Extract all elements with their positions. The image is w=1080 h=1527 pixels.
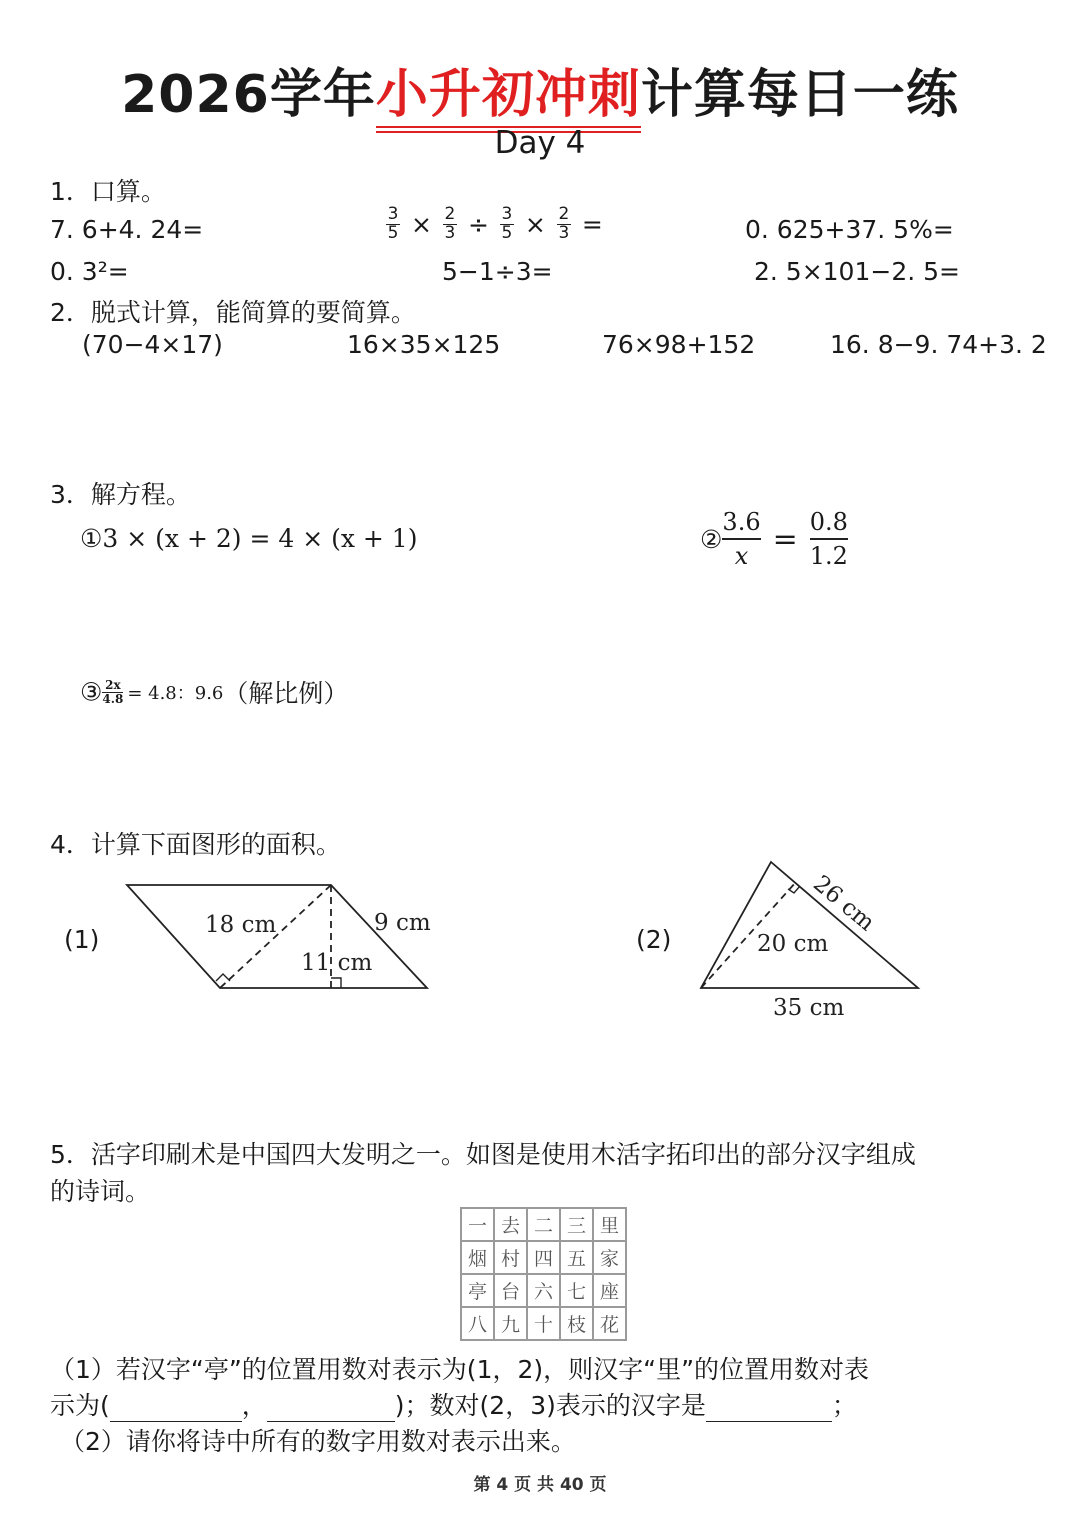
q2-item: 16. 8−9. 74+3. 2 [830,330,1047,359]
q1-item-e: 5−1÷3= [442,257,553,286]
grid-cell: 九 [494,1307,527,1340]
q1-item-d: 0. 3²= [50,257,129,286]
grid-cell: 二 [527,1208,560,1241]
parallelogram-outline [127,885,427,988]
grid-cell: 亭 [461,1274,494,1307]
grid-cell: 枝 [560,1307,593,1340]
title-highlight: 小升初冲刺 [376,52,641,127]
fraction: $\frac{3}{5}$ [501,204,513,243]
q3-heading: 3．解方程。 [50,480,191,509]
title-suffix: 计算每日一练 [640,65,959,125]
grid-cell: 七 [560,1274,593,1307]
right-angle-mark [788,886,800,893]
movable-type-grid [460,1207,627,1341]
q1-item-c: 0. 625+37. 5%= [745,215,954,244]
q3-equation-1: ①3 × (x + 2) = 4 × (x + 1) [80,524,418,553]
figure-1-label: (1) [64,925,100,954]
figure-2-height-label: 20 cm [757,931,829,957]
title-prefix: 2026学年 [121,65,376,125]
right-angle-mark [331,978,341,988]
grid-cell: 家 [593,1241,626,1274]
page-number: 第 4 页 共 40 页 [473,1475,607,1495]
q5-line-1: 5．活字印刷术是中国四大发明之一。如图是使用木活字拓印出的部分汉字组成 [50,1140,916,1169]
grid-cell: 四 [527,1241,560,1274]
answer-blank[interactable] [267,1395,395,1422]
q2-item: 16×35×125 [347,330,501,359]
triangle-outline [701,862,918,988]
triangle-figure [701,862,918,988]
fraction: $\frac{0.8}{1.2}$ [809,508,848,571]
q2-item: 76×98+152 [602,330,756,359]
q4-heading: 4．计算下面图形的面积。 [50,830,341,859]
grid-cell: 一 [461,1208,494,1241]
grid-cell: 里 [593,1208,626,1241]
q2-heading: 2．脱式计算，能简算的要简算。 [50,298,416,327]
grid-cell: 村 [494,1241,527,1274]
figure-1-height-label: 11 cm [301,950,373,976]
grid-cell: 十 [527,1307,560,1340]
figure-1-base-label: 18 cm [205,912,277,938]
grid-cell: 三 [560,1208,593,1241]
figure-2-label: (2) [636,925,672,954]
q5-sub2: （2）请你将诗中所有的数字用数对表示出来。 [60,1427,576,1456]
q1-item-a: 7. 6+4. 24= [50,215,204,244]
figure-1-side-label: 9 cm [374,910,431,936]
q5-line-2: 的诗词。 [50,1177,151,1206]
q1-item-f: 2. 5×101−2. 5= [754,257,960,286]
q2-item: (70−4×17) [82,330,223,359]
grid-cell: 五 [560,1241,593,1274]
fraction: $\frac{3.6}{x}$ [722,508,761,571]
fraction: $\frac{3}{5}$ [387,204,399,243]
q5-sub1-line-1: （1）若汉字“亭”的位置用数对表示为(1，2)，则汉字“里”的位置用数对表 [50,1355,870,1384]
grid-cell: 六 [527,1274,560,1307]
q3-equation-3: ③ $\frac{2x}{4.8}$ = 4.8：9.6（解比例） [80,677,349,708]
grid-cell: 八 [461,1307,494,1340]
grid-cell: 烟 [461,1241,494,1274]
fraction: $\frac{2}{3}$ [444,204,456,243]
fraction: $\frac{2x}{4.8}$ [102,677,124,706]
answer-blank[interactable] [110,1395,242,1422]
day-label: Day 4 [494,125,586,161]
answer-blank[interactable] [706,1395,832,1422]
grid-cell: 台 [494,1274,527,1307]
grid-cell: 座 [593,1274,626,1307]
grid-cell: 花 [593,1307,626,1340]
figure-2-base-label: 35 cm [773,995,845,1021]
grid-cell: 去 [494,1208,527,1241]
q1-item-b: $\frac{3}{5}$ × $\frac{2}{3}$ ÷ $\frac{3}{5}$ × $\frac{2}{3}$ = [387,204,603,243]
right-angle-mark [216,974,230,981]
q5-sub1-line-2: 示为( ， )；数对(2，3)表示的汉字是 ； [50,1391,857,1420]
character-grid [460,1207,627,1341]
parallelogram-figure [127,885,427,988]
q3-equation-2: ② $\frac{3.6}{x}$ = $\frac{0.8}{1.2}$ [700,506,848,573]
q1-heading: 1．口算。 [50,177,166,206]
fraction: $\frac{2}{3}$ [558,204,570,243]
figure-2-side-label: 26 cm [808,870,880,937]
